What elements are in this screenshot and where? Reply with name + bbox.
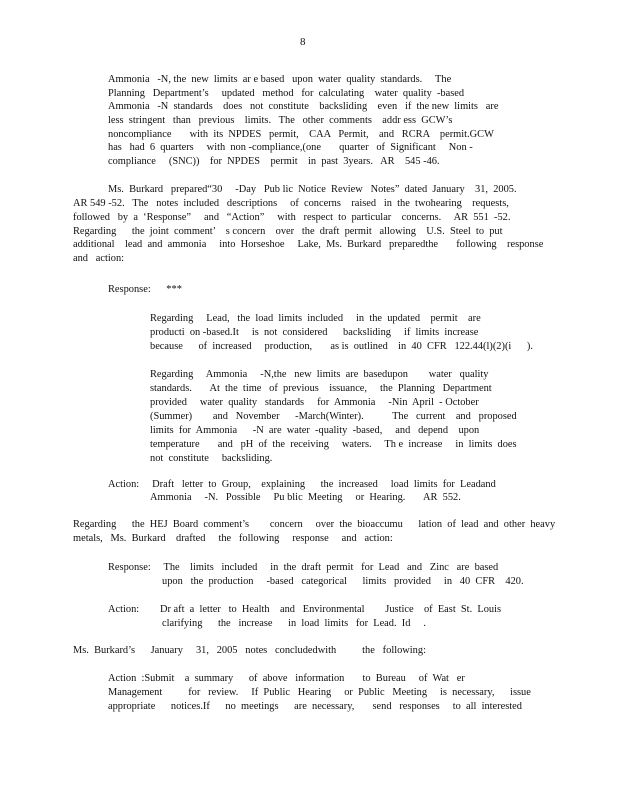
text-line: appropriate notices.If no meetings are necessary, send responses to all interested bbox=[108, 701, 522, 712]
text-line: Regarding the joint comment’ s concern over the draft permit allowing U.S. Steel to put bbox=[73, 226, 503, 237]
text-line: temperature and pH of the receiving waters. Th e increase in limits does bbox=[150, 439, 517, 450]
text-line: AR 549 -52. The notes included descriptions of concerns raised in the twohearing requests, bbox=[73, 198, 509, 209]
text-line: Regarding Lead, the load limits included in the updated permit are bbox=[150, 313, 481, 324]
text-line: Ms. Burkard prepared“30 -Day Pub lic Notice Review Notes” dated January 31, 2005. bbox=[108, 184, 517, 195]
text-line: followed by a ‘Response” and “Action” with respect to particular concerns. AR 551 -52. bbox=[73, 212, 511, 223]
text-line: Ammonia -N. Possible Pu blic Meeting or Hearing. AR 552. bbox=[150, 492, 461, 503]
text-line: Management for review. If Public Hearing or Public Meeting is necessary, issue bbox=[108, 687, 531, 698]
text-line: Ammonia -N standards does not constitute backsliding even if the new limits are bbox=[108, 101, 499, 112]
text-line: Response: The limits included in the draft permit for Lead and Zinc are based bbox=[108, 562, 499, 573]
text-line: Action: Dr aft a letter to Health and Environmental Justice of East St. Louis bbox=[108, 604, 502, 615]
text-line: Ammonia -N, the new limits ar e based upon water quality standards. The bbox=[108, 74, 452, 85]
text-line: because of increased production, as is outlined in 40 CFR 122.44(l)(2)(i ). bbox=[150, 341, 533, 352]
text-line: Action: Draft letter to Group, explaining the increased load limits for Leadand bbox=[108, 479, 496, 490]
text-line: standards. At the time of previous issuance, the Planning Department bbox=[150, 383, 492, 394]
text-line: producti on -based.It is not considered backsliding if limits increase bbox=[150, 327, 479, 338]
text-line: provided water quality standards for Ammonia -Nin April - October bbox=[150, 397, 479, 408]
text-line: Regarding Ammonia -N,the new limits are basedupon water quality bbox=[150, 369, 489, 380]
text-line: Action :Submit a summary of above information to Bureau of Wat er bbox=[108, 673, 465, 684]
text-line: not constitute backsliding. bbox=[150, 453, 273, 464]
text-line: noncompliance with its NPDES permit, CAA Permit, and RCRA permit.GCW bbox=[108, 129, 494, 140]
text-line: Ms. Burkard’s January 31, 2005 notes concludedwith the following: bbox=[73, 645, 426, 656]
text-line: Planning Department’s updated method for calculating water quality -based bbox=[108, 88, 465, 99]
text-line: (Summer) and November -March(Winter). The current and proposed bbox=[150, 411, 517, 422]
text-line: and action: bbox=[73, 253, 125, 264]
text-line: upon the production -based categorical limits provided in 40 CFR 420. bbox=[162, 576, 524, 587]
text-line: has had 6 quarters with non -compliance,(one quarter of Significant Non - bbox=[108, 142, 473, 153]
text-line: compliance (SNC)) for NPDES permit in past 3years. AR 545 -46. bbox=[108, 156, 440, 167]
text-line: metals, Ms. Burkard drafted the following response and action: bbox=[73, 533, 393, 544]
text-line: Response: *** bbox=[108, 284, 182, 295]
text-line: less stringent than previous limits. The other comments addr ess GCW’s bbox=[108, 115, 453, 126]
text-line: clarifying the increase in load limits for Lead. Id . bbox=[162, 618, 427, 629]
text-line: Regarding the HEJ Board comment’s concern over the bioaccumu lation of lead and other heavy bbox=[73, 519, 556, 530]
text-line: additional lead and ammonia into Horseshoe Lake, Ms. Burkard preparedthe following response bbox=[73, 239, 544, 250]
page-number: 8 bbox=[300, 36, 306, 48]
text-line: limits for Ammonia -N are water -quality -based, and depend upon bbox=[150, 425, 480, 436]
